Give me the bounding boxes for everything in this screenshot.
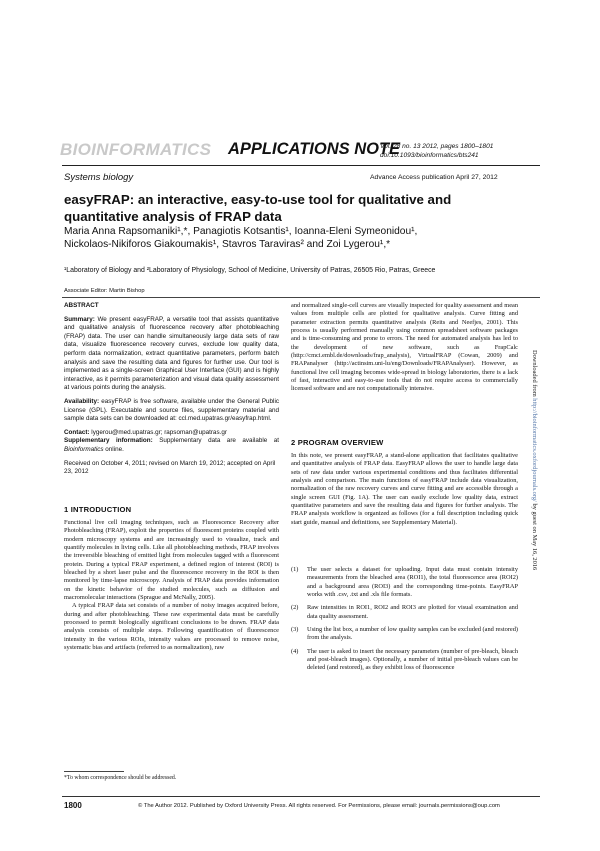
step-text: Using the list box, a number of low quality samples can be excluded (and restored) from the analysis. [307,625,518,642]
article-type: APPLICATIONS NOTE [228,140,401,158]
intro-paragraph-1: Functional live cell imaging techniques, such as Fluorescence Recovery after Photobleaching (FRAP), exploit the properties of fluorescent proteins coupled with modern microscopy systems and are increasingly used to visualize, track and quantify molecules in living cells. Like all photobleaching methods, FRAP involves the irreversible bleaching of emitted light from molecules tagged with a fluorescent protein. During a typical FRAP experiment, a defined region of interest (ROI) is bleached by a short laser pulse and the fluorescence recovery in the ROI is then monitored by time-lapse microscopy. Analysis of FRAP data provides information on the kinetic behavior of the studied molecules, such as diffusion and macromolecular interactions (Sprague and McNally, 2005). [64,519,279,602]
summary-text: We present easyFRAP, a versatile tool that assists quantitative and qualitative analysis of fluorescence recovery after photobleaching (FRAP) data. The user can handle simultaneously large data sets of raw data, visualize fluorescence recovery curves, exclude low quality data, perform data normalization, extract quantitative parameters, perform batch analysis and save the resulting data and figures for further use. Our tool is implemented as a single-screen Graphical User Interface (GUI) and is highly interactive, as it permits parameterization and visual data quality assessment at various points during the analysis. [64,315,280,392]
received-dates: Received on October 4, 2011; revised on March 19, 2012; accepted on April 23, 2012 [64,459,276,476]
step-text: The user is asked to insert the necessary parameters (number of pre-bleach, bleach and post-bleach images). Optionally, a number of initial pre-bleach values can be deleted (and restored), as they exhibit loss of fluorescence [307,647,518,672]
program-overview-paragraph: In this note, we present easyFRAP, a stand-alone application that facilitates qualitative and quantitative analysis of FRAP data. EasyFRAP allows the user to handle large data sets of raw data under various experimental conditions and thus facilitates differential analysis and comparison. The main functions of easyFRAP include data visualization, normalization of the raw recovery curves and curve fitting and are accessible through a single screen GUI (Fig. 1A). The user can easily exclude low quality data, extract quantitative parameters and save the resulting data and figures for further analysis. The FRAP analysis workflow is organized as follows (for a full description including quick start guide, manual and definitions, see Supplementary Material). [291,452,518,526]
footnote: *To whom correspondence should be addressed. [64,775,177,781]
authors-line-2: Nickolaos-Nikiforos Giakoumakis¹, Stavros Taraviras² and Zoi Lygerou¹,* [64,238,391,250]
journal-name: BIOINFORMATICS [60,140,212,159]
title-rule [62,297,540,298]
workflow-step [291,626,518,643]
abstract-availability [64,398,279,424]
abstract-contact [64,429,279,438]
program-overview-heading: 2 PROGRAM OVERVIEW [291,438,384,447]
header-rule [62,165,540,166]
step-text: The user selects a dataset for uploading. Input data must contain intensity measurements from the bleached area (ROI1), the total fluorescence area (ROI2) and a background area (ROI3) and the corresponding time-points. EasyFRAP works with .csv, .txt and .xls file formats. [307,566,518,598]
workflow-step [291,566,518,599]
introduction-body [64,519,279,653]
download-watermark [531,350,538,570]
copyright-notice: © The Author 2012. Published by Oxford University Press. All rights reserved. For Permissions, please email: journals.permissions@oup.com [138,803,500,809]
advance-access: Advance Access publication April 27, 2012 [370,174,498,181]
workflow-step [291,604,518,621]
supp-journal: Bioinformatics [64,445,104,453]
authors [64,226,504,251]
step-number: (4) [291,647,299,655]
program-overview-body [291,452,518,527]
section-label: Systems biology [64,172,134,183]
step-number: (3) [291,625,299,633]
workflow-steps [291,566,518,678]
associate-editor: Associate Editor: Martin Bishop [64,288,145,294]
introduction-heading: 1 INTRODUCTION [64,505,132,514]
workflow-step [291,648,518,673]
continuation-paragraph: and normalized single-cell curves are visually inspected for quality assessment and mean values from multiple cells are plotted for qualitative analysis. Curve fitting and parameter extraction permits quantitative analysis (Reits and Neefjes, 2001). This process is usually performed manually using common spreadsheet software packages and is time-consuming and prone to errors. The need for automated analysis has led to the development of new software, such as FrapCalc (http://cmci.embl.de/downloads/frap_analysis), VirtualFRAP (Cowan, 2009) and FRAPanalyser (http://actinsim.uni-lu/eng/Downloads/FRAPAnalyser). However, as functional live cell imaging becomes wide-spread in biology laboratories, there is a lack of fast, interactive and easy-to-use tools that do not require access to commercially licensed software and are not computationally intensive. [291,302,518,393]
step-number: (2) [291,604,299,612]
abstract-supplementary [64,437,279,454]
footer-rule [62,796,540,797]
volume-info [380,142,493,160]
authors-line-1: Maria Anna Rapsomaniki¹,*, Panagiotis Kotsantis¹, Ioanna-Eleni Symeonidou¹, [64,226,418,237]
footnote-rule [64,771,124,772]
contact-text[interactable]: lygerou@med.upatras.gr; rapsoman@upatras.gr [91,428,227,436]
article-title: easyFRAP: an interactive, easy-to-use tool for qualitative and quantitative analysis of FRAP data [64,192,452,224]
supp-text: Supplementary data are available at [159,437,280,445]
supp-label: Supplementary information: [64,437,153,445]
step-text: Raw intensities in ROI1, ROI2 and ROI3 are plotted for visual examination and data quality assessment. [307,604,518,620]
availability-text: easyFRAP is free software, available under the General Public License (GPL). Executable and source files, supplementary material and sample data sets can be downloaded at: ccl.med.upatras.gr/easyfrap.html. [64,397,279,423]
abstract-heading: ABSTRACT [64,302,99,309]
abstract [64,302,279,482]
step-number: (1) [291,566,299,573]
summary-label: Summary: [64,315,95,323]
volume-line: Vol. 28 no. 13 2012, pages 1800–1801 [380,143,494,150]
doi: doi:10.1093/bioinformatics/bts241 [380,152,479,159]
affiliation: ¹Laboratory of Biology and ²Laboratory of Physiology, School of Medicine, University of Patras, 26505 Rio, Patras, Greece [64,267,436,274]
abstract-summary [64,316,279,393]
availability-label: Availability: [64,397,100,405]
intro-paragraph-2: A typical FRAP data set consists of a number of noisy images acquired before, during and after photobleaching. These raw experimental data must be carefully processed to permit biologically significant conclusions to be drawn. FRAP data analysis consists of multiple steps. Following quantification of fluorescence intensity in the various ROIs, intensity values are processed to remove noise, systematic bias and artifacts (referred to as normalization), raw [64,602,279,652]
download-suffix: by guest on May 16, 2016 [531,503,538,571]
contact-label: Contact: [64,428,90,436]
download-url[interactable]: http://bioinformatics.oxfordjournals.org/ [531,398,538,502]
page-number: 1800 [64,801,82,810]
download-prefix: Downloaded from [531,350,538,397]
supp-end: online. [105,445,124,453]
right-column-continuation [291,302,518,394]
